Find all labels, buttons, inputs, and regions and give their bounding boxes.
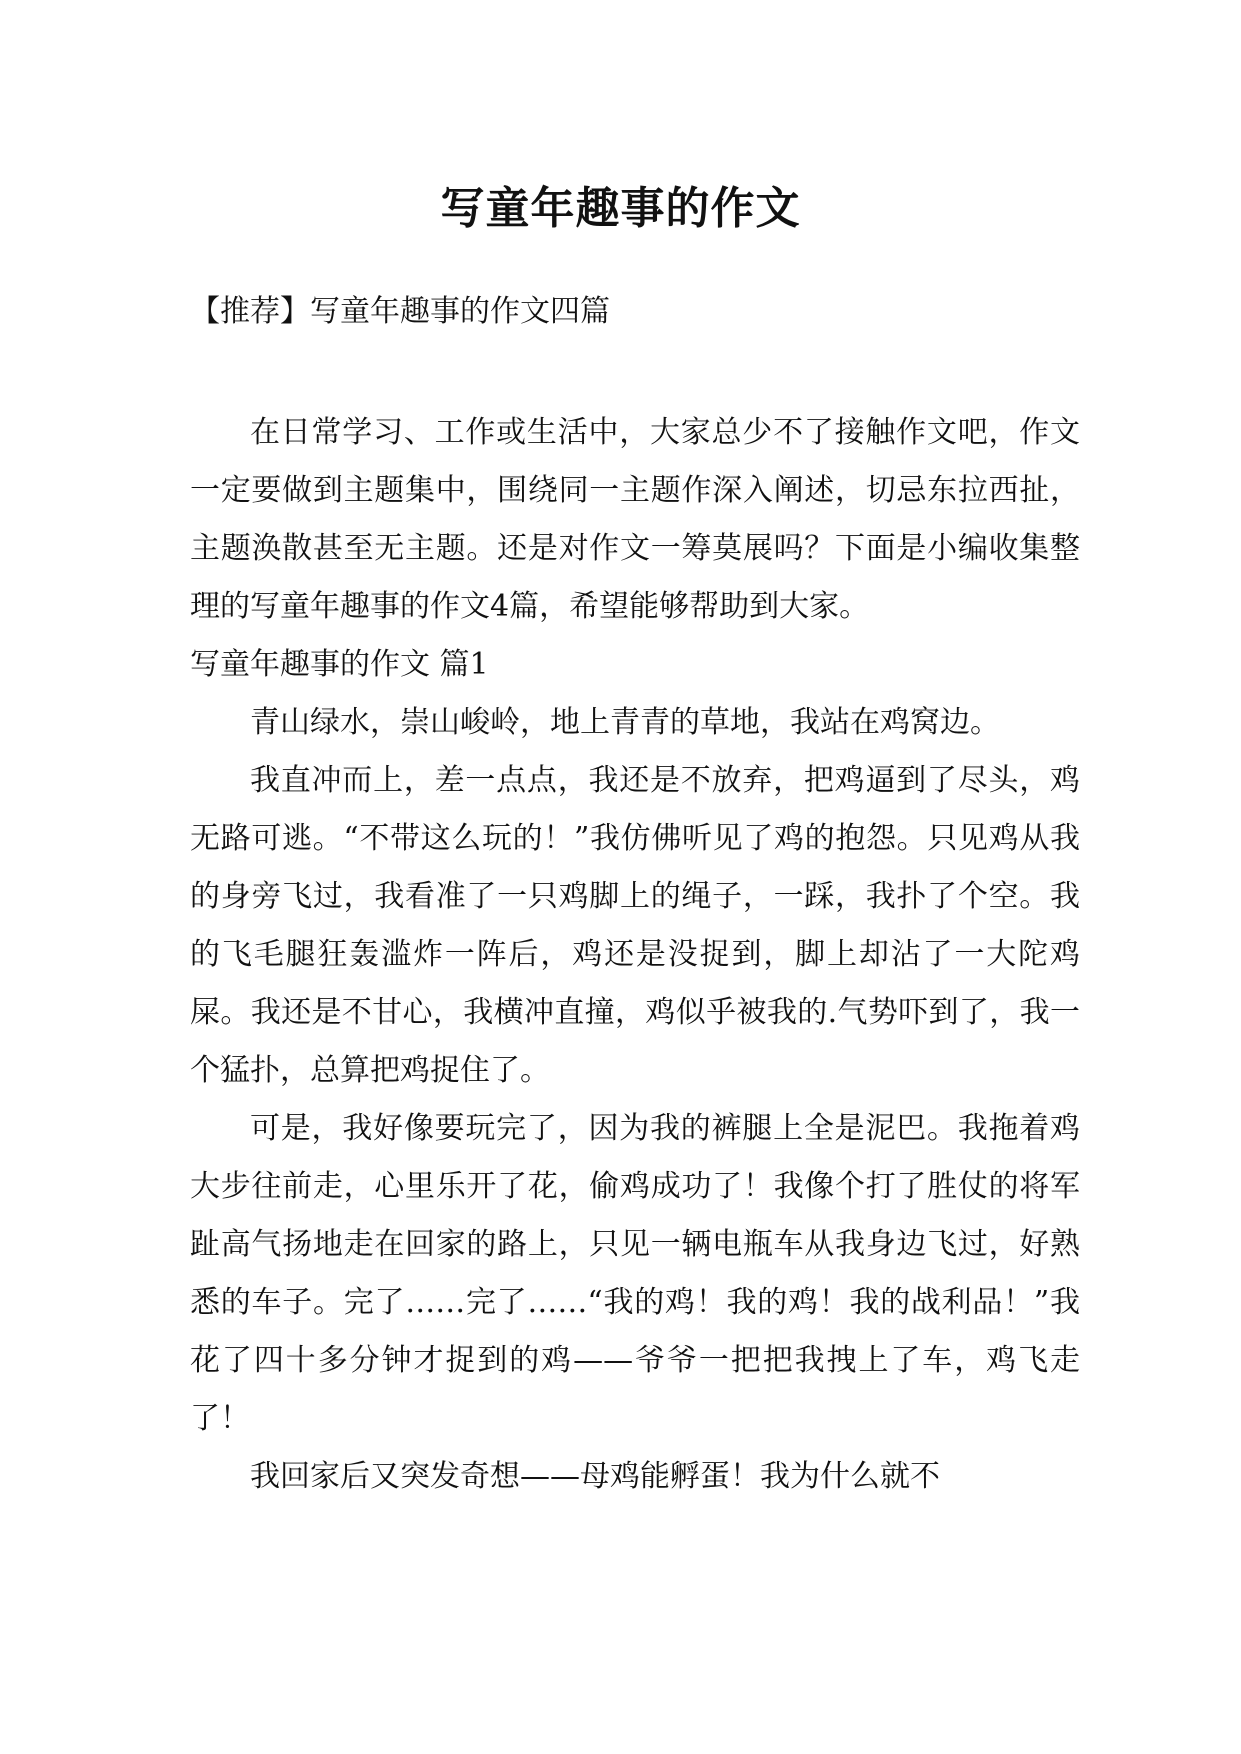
- body-paragraph: 青山绿水，崇山峻岭，地上青青的草地，我站在鸡窝边。: [250, 705, 1000, 740]
- intro-paragraph: 在日常学习、工作或生活中，大家总少不了接触作文吧，作文一定要做到主题集中，围绕同一主题作深入阐述，切忌东拉西扯，主题涣散甚至无主题。还是对作文一筹莫展吗？下面是小编收集整理的写童年趣事的作文4篇，希望能够帮助到大家。: [190, 415, 1080, 624]
- body-paragraph: 我直冲而上，差一点点，我还是不放弃，把鸡逼到了尽头，鸡无路可逃。“不带这么玩的！”我仿佛听见了鸡的抱怨。只见鸡从我的身旁飞过，我看准了一只鸡脚上的绳子，一踩，我扑了个空。我的飞毛腿狂轰滥炸一阵后，鸡还是没捉到，脚上却沾了一大陀鸡屎。我还是不甘心，我横冲直撞，鸡似乎被我的.气势吓到了，我一个猛扑，总算把鸡捉住了。: [190, 763, 1080, 1088]
- document-title: 写童年趣事的作文: [440, 183, 801, 235]
- document-subtitle: 【推荐】写童年趣事的作文四篇: [190, 294, 610, 329]
- body-paragraph: 我回家后又突发奇想——母鸡能孵蛋！我为什么就不: [250, 1459, 940, 1494]
- body-paragraph: 可是，我好像要玩完了，因为我的裤腿上全是泥巴。我拖着鸡大步往前走，心里乐开了花，偷鸡成功了！我像个打了胜仗的将军趾高气扬地走在回家的路上，只见一辆电瓶车从我身边飞过，好熟悉的车子。完了……完了……“我的鸡！我的鸡！我的战利品！”我花了四十多分钟才捉到的鸡——爷爷一把把我拽上了车，鸡飞走了！: [190, 1111, 1080, 1436]
- section-heading: 写童年趣事的作文 篇1: [190, 647, 489, 682]
- document-body: [190, 404, 1080, 1506]
